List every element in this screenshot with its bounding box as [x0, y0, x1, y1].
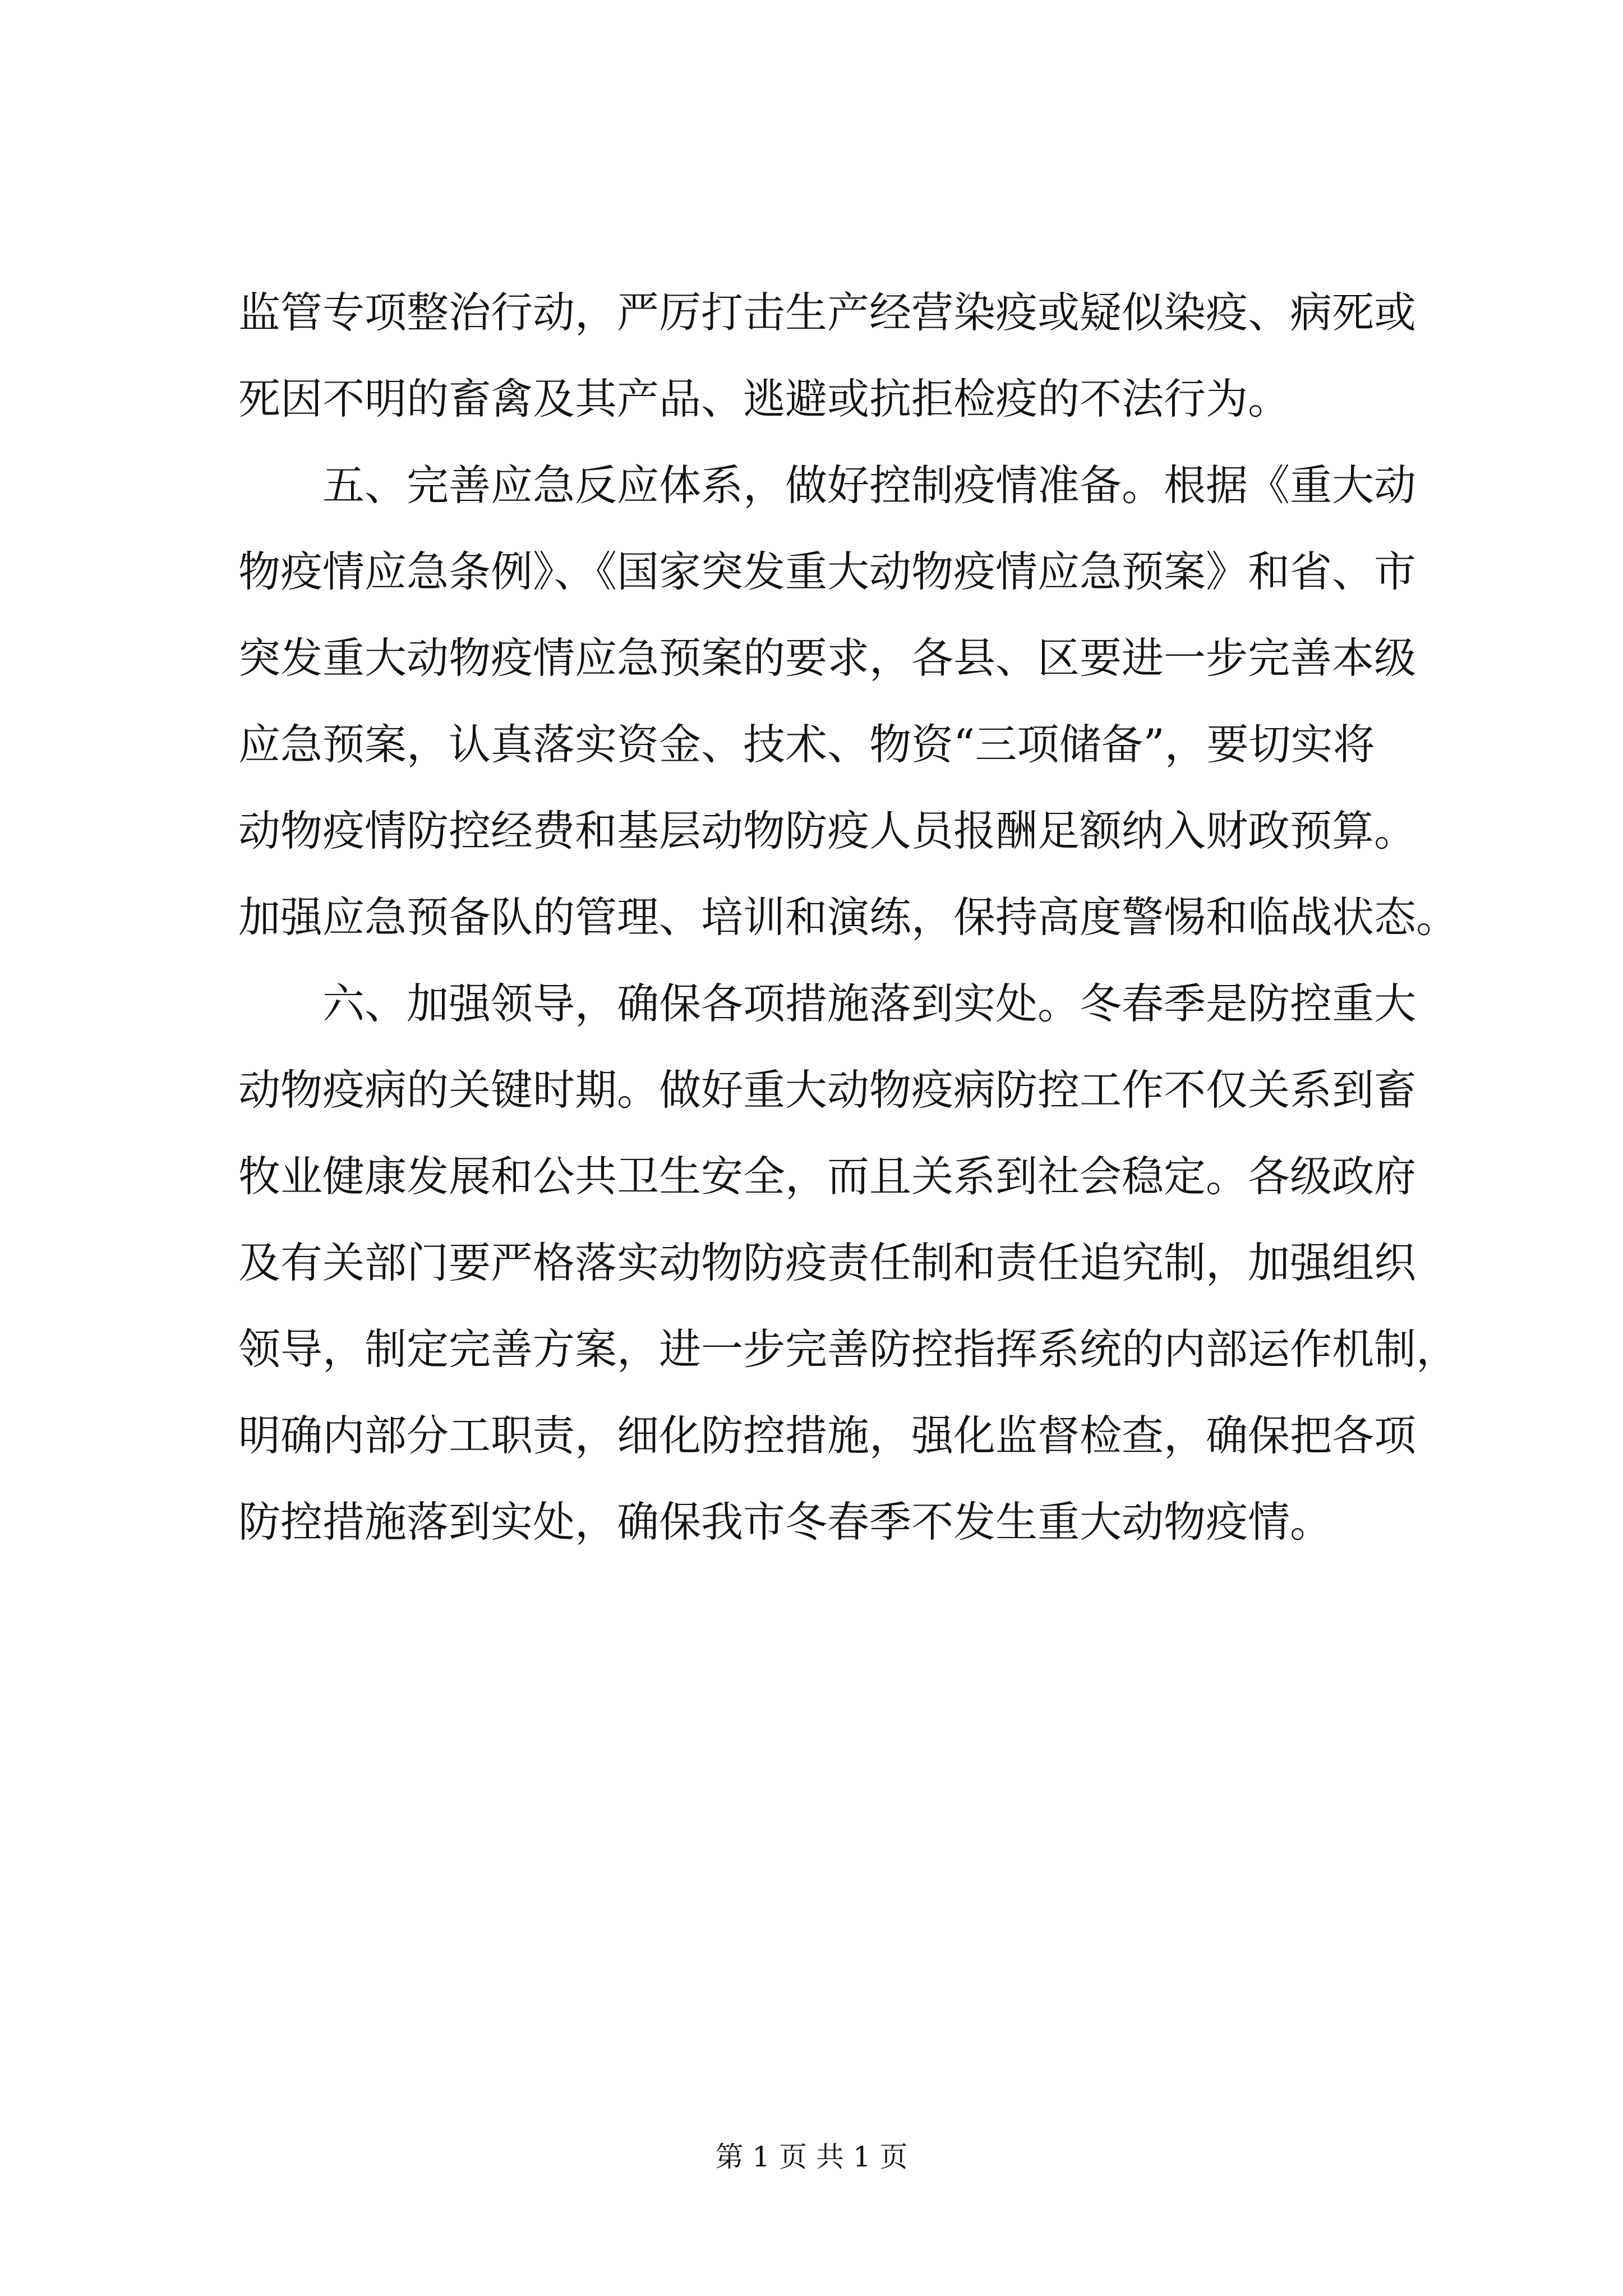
text-line: 领导，制定完善方案，进一步完善防控指挥系统的内部运作机制， [238, 1324, 1459, 1374]
paragraph-five [238, 442, 1459, 960]
text-line: 死因不明的畜禽及其产品、逃避或抗拒检疫的不法行为。 [238, 374, 1290, 424]
text-line: 突发重大动物疫情应急预案的要求，各县、区要进一步完善本级 [238, 633, 1417, 683]
text-line: 加强应急预备队的管理、培训和演练，保持高度警惕和临战状态。 [238, 892, 1459, 942]
text-line: 监管专项整治行动，严厉打击生产经营染疫或疑似染疫、病死或 [238, 288, 1417, 337]
text-line: 物疫情应急条例》、《国家突发重大动物疫情应急预案》和省、市 [238, 547, 1417, 596]
text-line: 明确内部分工职责，细化防控措施，强化监督检查，确保把各项 [238, 1411, 1417, 1460]
text-line: 六、加强领导，确保各项措施落到实处。冬春季是防控重大 [322, 979, 1417, 1028]
text-line: 动物疫情防控经费和基层动物防疫人员报酬足额纳入财政预算。 [238, 806, 1417, 855]
page-number-footer: 第 1 页 共 1 页 [715, 2141, 908, 2173]
text-line: 牧业健康发展和公共卫生安全，而且关系到社会稳定。各级政府 [238, 1152, 1417, 1201]
paragraph-six [238, 960, 1459, 1565]
text-line: 动物疫病的关键时期。做好重大动物疫病防控工作不仅关系到畜 [238, 1065, 1417, 1115]
text-line: 防控措施落到实处，确保我市冬春季不发生重大动物疫情。 [238, 1497, 1332, 1547]
text-line: 五、完善应急反应体系，做好控制疫情准备。根据《重大动 [322, 461, 1417, 510]
document-body [238, 269, 1459, 1565]
paragraph-continued [238, 269, 1438, 442]
text-line: 及有关部门要严格落实动物防疫责任制和责任追究制，加强组织 [238, 1238, 1417, 1287]
text-line: 应急预案，认真落实资金、技术、物资“三项储备”，要切实将 [238, 720, 1375, 769]
